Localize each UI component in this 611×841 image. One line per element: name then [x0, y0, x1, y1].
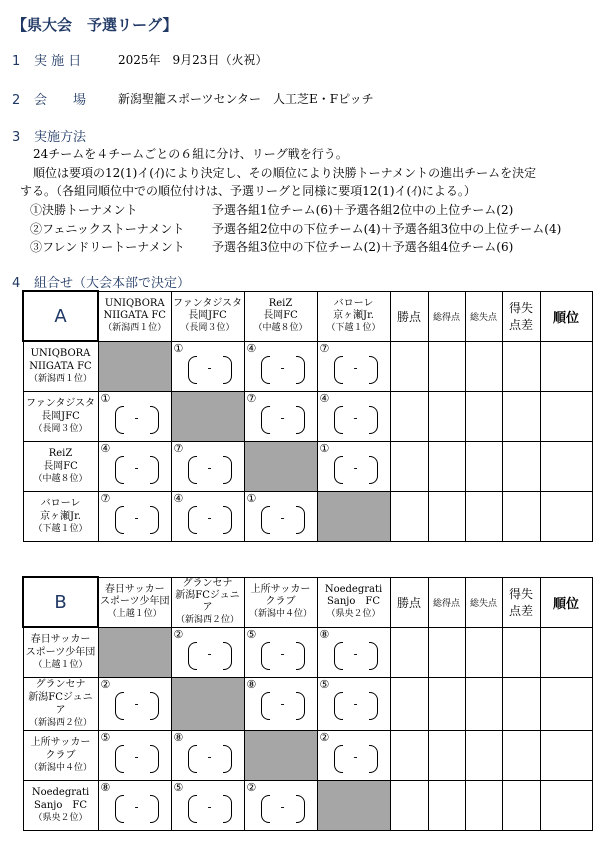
score-dash: -	[207, 750, 212, 764]
goal-diff-cell[interactable]	[502, 627, 540, 678]
group-a-table	[22, 290, 593, 542]
team-name-line1: ReiZ	[268, 298, 293, 309]
wins-cell[interactable]	[390, 627, 428, 678]
match-number: ⑧	[319, 627, 330, 641]
score-bracket	[261, 795, 305, 821]
wins-header: 勝点	[390, 577, 428, 627]
match-number: ⑧	[173, 731, 184, 744]
column-team-header	[244, 577, 317, 627]
score-bracket	[115, 506, 159, 532]
wins-cell[interactable]	[390, 731, 428, 781]
tournament-name-2: ②フェニックストーナメント	[30, 222, 185, 236]
row-team-header	[23, 341, 98, 392]
team-name-line1: 上所サッカー	[30, 737, 91, 748]
team-row	[23, 678, 592, 731]
row-team-header	[23, 781, 98, 831]
match-cell[interactable]	[244, 627, 317, 678]
section-date	[12, 50, 81, 69]
rank-cell[interactable]	[540, 731, 592, 781]
score-dash: -	[207, 461, 212, 475]
match-cell[interactable]	[171, 492, 244, 542]
self-match-cell	[244, 731, 317, 781]
goal-diff-line2: 点差	[508, 604, 533, 618]
self-match-cell	[171, 678, 244, 731]
score-bracket	[334, 406, 378, 432]
score-dash: -	[134, 697, 139, 711]
team-qualifier: （上越１位）	[107, 609, 162, 619]
goals-for-cell[interactable]	[428, 442, 465, 492]
match-number: ②	[173, 627, 184, 641]
goals-for-cell[interactable]	[428, 781, 465, 831]
score-bracket	[188, 795, 232, 821]
wins-cell[interactable]	[390, 341, 428, 392]
match-number: ⑤	[246, 627, 257, 641]
match-cell[interactable]	[171, 731, 244, 781]
wins-cell[interactable]	[390, 678, 428, 731]
score-dash: -	[207, 360, 212, 375]
match-cell[interactable]	[317, 731, 390, 781]
goal-diff-cell[interactable]	[502, 678, 540, 731]
section-number: 1	[12, 54, 21, 69]
match-cell[interactable]	[317, 442, 390, 492]
score-dash: -	[353, 750, 358, 764]
team-qualifier: （上越１位）	[33, 660, 88, 670]
team-row	[23, 492, 592, 542]
match-number: ⑧	[100, 781, 111, 794]
method-line-1: 24チームを４チームごとの６組に分け、リーグ戦を行う。	[33, 147, 348, 161]
wins-cell[interactable]	[390, 492, 428, 542]
team-name-line2: Sanjo FC	[34, 800, 87, 811]
score-dash: -	[134, 511, 139, 525]
match-number: ④	[100, 442, 111, 455]
team-name-line2: 京ヶ瀬Jr.	[333, 310, 374, 321]
rank-cell[interactable]	[540, 781, 592, 831]
match-cell[interactable]	[98, 442, 171, 492]
score-bracket	[261, 692, 305, 718]
column-team-header	[317, 577, 390, 627]
section-label: 実施方法	[34, 130, 87, 145]
goal-diff-line2: 点差	[508, 318, 533, 332]
goal-diff-header	[502, 291, 540, 341]
rank-cell[interactable]	[540, 678, 592, 731]
match-number: ⑤	[173, 781, 184, 794]
team-name-line1: UNIQBORA	[104, 298, 165, 309]
rank-cell[interactable]	[540, 442, 592, 492]
self-match-cell	[317, 781, 390, 831]
goals-against-header: 総失点	[465, 577, 502, 627]
goals-against-cell[interactable]	[465, 627, 502, 678]
team-qualifier: （新潟西２位）	[28, 718, 92, 728]
group-label: A	[23, 291, 98, 341]
match-number: ⑤	[100, 731, 111, 744]
score-bracket	[261, 356, 305, 382]
row-team-header	[23, 678, 98, 731]
score-dash: -	[353, 360, 358, 375]
goal-diff-line1: 得失	[508, 301, 533, 315]
row-team-header	[23, 392, 98, 442]
section-venue	[12, 89, 86, 108]
team-name-line2: 新潟FCジュニア	[28, 692, 93, 716]
tournament-name-3: ③フレンドリートーナメント	[30, 240, 185, 254]
match-cell[interactable]	[98, 492, 171, 542]
row-team-header	[23, 442, 98, 492]
tournament-desc-2: 予選各組2位中の下位チーム(4)＋予選各組3位中の上位チーム(4)	[212, 222, 562, 236]
section-number: 2	[12, 93, 21, 108]
tournament-desc-1: 予選各組1位チーム(6)＋予選各組2位中の上位チーム(2)	[212, 203, 514, 217]
team-name-line2: スポーツ少年団	[25, 647, 96, 658]
column-team-header	[244, 291, 317, 341]
score-dash: -	[134, 411, 139, 425]
team-name-line2: クラブ	[265, 596, 296, 607]
score-dash: -	[280, 800, 285, 814]
match-cell[interactable]	[98, 678, 171, 731]
goal-diff-line1: 得失	[508, 587, 533, 601]
goals-for-cell[interactable]	[428, 678, 465, 731]
score-bracket	[115, 692, 159, 718]
team-name-line2: スポーツ少年団	[99, 596, 170, 607]
row-team-header	[23, 492, 98, 542]
match-cell[interactable]	[98, 781, 171, 831]
self-match-cell	[317, 492, 390, 542]
goal-diff-cell[interactable]	[502, 731, 540, 781]
rank-header: 順位	[540, 291, 592, 341]
column-team-header	[317, 291, 390, 341]
team-name-line2: NIIGATA FC	[29, 361, 92, 372]
goals-for-cell[interactable]	[428, 492, 465, 542]
goal-diff-cell[interactable]	[502, 341, 540, 392]
team-name-line2: Sanjo FC	[327, 596, 380, 607]
match-number: ⑦	[319, 341, 330, 355]
team-qualifier: （中越８位）	[33, 474, 88, 484]
match-cell[interactable]	[244, 678, 317, 731]
self-match-cell	[244, 442, 317, 492]
wins-header: 勝点	[390, 291, 428, 341]
wins-cell[interactable]	[390, 392, 428, 442]
match-number: ⑦	[173, 442, 184, 455]
team-name-line1: バローレ	[333, 298, 374, 309]
score-bracket	[334, 642, 378, 668]
team-qualifier: （県央２位）	[33, 813, 88, 823]
match-number: ①	[100, 392, 111, 405]
score-bracket	[188, 506, 232, 532]
goals-against-cell[interactable]	[465, 492, 502, 542]
team-name-line2: 長岡JFC	[41, 411, 80, 422]
match-cell[interactable]	[244, 492, 317, 542]
team-qualifier: （新潟中４位）	[28, 763, 92, 773]
score-bracket	[115, 456, 159, 482]
score-bracket	[115, 745, 159, 771]
match-number: ⑧	[246, 678, 257, 691]
row-team-header	[23, 731, 98, 781]
team-qualifier: （長岡３位）	[33, 424, 88, 434]
column-team-header	[98, 577, 171, 627]
team-name-line1: ファンタジスタ	[25, 398, 96, 409]
tournament-desc-3: 予選各組3位中の下位チーム(2)＋予選各組4位チーム(6)	[212, 240, 514, 254]
score-dash: -	[134, 461, 139, 475]
score-dash: -	[280, 411, 285, 425]
method-line-2: 順位は要項の12(1)イ(ｲ)により決定し、その順位により決勝トーナメントの進出チームを決定	[33, 166, 537, 180]
match-cell[interactable]	[244, 781, 317, 831]
match-cell[interactable]	[171, 627, 244, 678]
match-number: ④	[319, 392, 330, 405]
match-cell[interactable]	[244, 341, 317, 392]
match-cell[interactable]	[98, 731, 171, 781]
team-row	[23, 442, 592, 492]
column-team-header	[171, 577, 244, 627]
team-qualifier: （長岡３位）	[180, 323, 235, 333]
section-groups	[12, 272, 190, 291]
team-qualifier: （中越８位）	[253, 323, 308, 333]
match-cell[interactable]	[98, 392, 171, 442]
team-qualifier: （新潟西１位）	[103, 323, 167, 333]
score-bracket	[188, 642, 232, 668]
team-row	[23, 341, 592, 392]
team-row	[23, 731, 592, 781]
score-dash: -	[280, 697, 285, 711]
goals-against-cell[interactable]	[465, 731, 502, 781]
match-cell[interactable]	[317, 392, 390, 442]
team-name-line1: ReiZ	[48, 448, 73, 459]
rank-cell[interactable]	[540, 492, 592, 542]
match-cell[interactable]	[171, 442, 244, 492]
team-row	[23, 781, 592, 831]
goal-diff-cell[interactable]	[502, 492, 540, 542]
section-label: 組合せ（大会本部で決定）	[34, 276, 191, 291]
match-number: ②	[319, 731, 330, 744]
team-qualifier: （新潟中４位）	[248, 609, 312, 619]
match-number: ④	[173, 492, 184, 505]
match-number: ②	[100, 678, 111, 691]
wins-cell[interactable]	[390, 781, 428, 831]
team-name-line2: クラブ	[45, 750, 76, 761]
group-b-table	[22, 576, 593, 831]
team-qualifier: （県央２位）	[326, 609, 381, 619]
score-dash: -	[207, 646, 212, 661]
group-label: B	[23, 577, 98, 627]
match-number: ①	[246, 492, 257, 505]
event-date: 2025年 9月23日（火祝）	[118, 53, 268, 67]
score-bracket	[261, 406, 305, 432]
score-dash: -	[134, 750, 139, 764]
team-name-line1: ファンタジスタ	[172, 298, 243, 309]
match-number: ⑤	[319, 678, 330, 691]
score-bracket	[261, 506, 305, 532]
team-name-line1: Noedegrati	[31, 787, 90, 798]
match-cell[interactable]	[244, 392, 317, 442]
goals-for-cell[interactable]	[428, 341, 465, 392]
score-dash: -	[353, 411, 358, 425]
team-name-line2: NIIGATA FC	[103, 310, 166, 321]
score-dash: -	[280, 646, 285, 661]
goals-against-header: 総失点	[465, 291, 502, 341]
score-dash: -	[353, 461, 358, 475]
self-match-cell	[98, 627, 171, 678]
team-name-line1: UNIQBORA	[30, 348, 91, 359]
match-number: ①	[173, 341, 184, 355]
team-row	[23, 627, 592, 678]
team-name-line1: 春日サッカー	[104, 584, 165, 595]
goal-diff-cell[interactable]	[502, 392, 540, 442]
goal-diff-cell[interactable]	[502, 781, 540, 831]
match-cell[interactable]	[317, 678, 390, 731]
team-name-line1: 上所サッカー	[250, 584, 311, 595]
score-dash: -	[353, 646, 358, 661]
goals-for-cell[interactable]	[428, 731, 465, 781]
score-bracket	[188, 745, 232, 771]
goals-against-cell[interactable]	[465, 392, 502, 442]
team-qualifier: （新潟西２位）	[175, 615, 239, 625]
match-number: ⑦	[246, 392, 257, 405]
section-label: 会 場	[34, 93, 87, 108]
score-bracket	[188, 356, 232, 382]
team-qualifier: （新潟西１位）	[28, 374, 92, 384]
rank-header: 順位	[540, 577, 592, 627]
goal-diff-header	[502, 577, 540, 627]
team-row	[23, 392, 592, 442]
section-label: 実 施 日	[34, 54, 82, 69]
match-cell[interactable]	[171, 341, 244, 392]
wins-cell[interactable]	[390, 442, 428, 492]
column-team-header	[171, 291, 244, 341]
goals-against-cell[interactable]	[465, 678, 502, 731]
team-name-line1: Noedegrati	[324, 584, 383, 595]
match-number: ②	[246, 781, 257, 794]
score-dash: -	[134, 800, 139, 814]
score-bracket	[334, 745, 378, 771]
goals-for-cell[interactable]	[428, 392, 465, 442]
goals-for-header: 総得点	[428, 577, 465, 627]
rank-cell[interactable]	[540, 627, 592, 678]
team-name-line2: 長岡JFC	[188, 310, 227, 321]
goals-against-cell[interactable]	[465, 442, 502, 492]
team-name-line2: 長岡FC	[43, 461, 78, 472]
method-line-3: する。（各組同順位中での順位付けは、予選リーグと同様に要項12(1)イ(ｲ)による。）	[20, 184, 476, 198]
score-dash: -	[280, 511, 285, 525]
goals-for-header: 総得点	[428, 291, 465, 341]
score-bracket	[334, 692, 378, 718]
score-bracket	[261, 642, 305, 668]
page-title: 【県大会 予選リーグ】	[12, 16, 178, 34]
team-name-line1: グランセナ	[182, 578, 233, 589]
match-number: ①	[319, 442, 330, 455]
score-bracket	[115, 795, 159, 821]
team-name-line1: グランセナ	[35, 679, 86, 690]
column-team-header	[98, 291, 171, 341]
score-dash: -	[280, 360, 285, 375]
match-number: ④	[246, 341, 257, 355]
self-match-cell	[98, 341, 171, 392]
team-name-line1: バローレ	[40, 498, 81, 509]
section-number: 4	[12, 276, 21, 291]
self-match-cell	[171, 392, 244, 442]
goals-for-cell[interactable]	[428, 627, 465, 678]
rank-cell[interactable]	[540, 392, 592, 442]
tournament-name-1: ①決勝トーナメント	[30, 203, 138, 217]
section-method	[12, 126, 86, 145]
goals-against-cell[interactable]	[465, 341, 502, 392]
match-cell[interactable]	[317, 627, 390, 678]
rank-cell[interactable]	[540, 341, 592, 392]
score-bracket	[115, 406, 159, 432]
match-cell[interactable]	[171, 781, 244, 831]
match-number: ⑦	[100, 492, 111, 505]
team-qualifier: （下越１位）	[33, 524, 88, 534]
team-name-line2: 新潟FCジュニア	[175, 590, 240, 613]
team-name-line1: 春日サッカー	[30, 634, 91, 645]
team-name-line2: 京ヶ瀬Jr.	[40, 511, 81, 522]
score-bracket	[188, 456, 232, 482]
goals-against-cell[interactable]	[465, 781, 502, 831]
score-bracket	[334, 456, 378, 482]
match-cell[interactable]	[317, 341, 390, 392]
row-team-header	[23, 627, 98, 678]
score-dash: -	[353, 697, 358, 711]
goal-diff-cell[interactable]	[502, 442, 540, 492]
score-dash: -	[207, 511, 212, 525]
score-dash: -	[207, 800, 212, 814]
team-name-line2: 長岡FC	[263, 310, 298, 321]
score-bracket	[334, 356, 378, 382]
event-venue: 新潟聖籠スポーツセンター 人工芝E・Fピッチ	[118, 92, 374, 106]
section-number: 3	[12, 130, 21, 145]
team-qualifier: （下越１位）	[326, 323, 381, 333]
